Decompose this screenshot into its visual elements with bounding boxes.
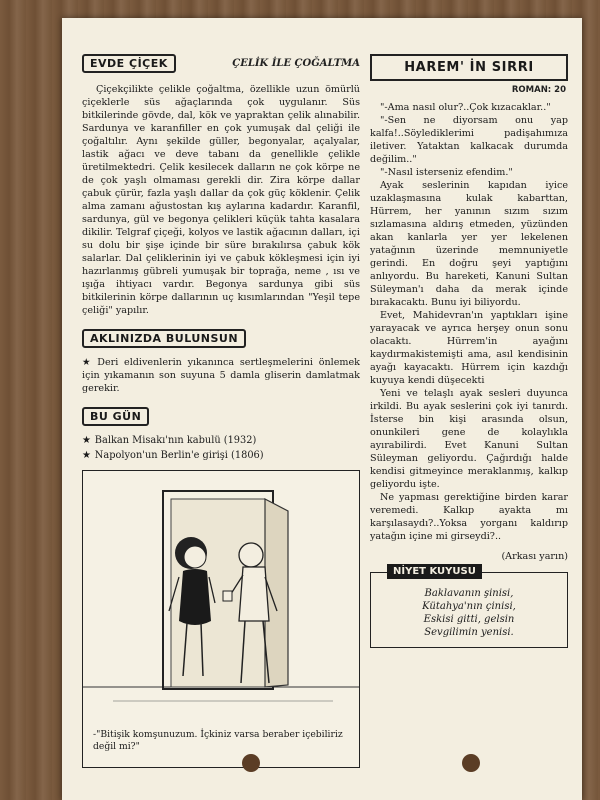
niyet-kuyusu-lines xyxy=(379,587,559,639)
star-icon: ★ xyxy=(82,435,91,446)
evde-cicek-label: EVDE ÇİÇEK xyxy=(82,54,176,73)
niyet-line: Kütahya'nın çinisi, xyxy=(422,601,516,612)
evde-cicek-header xyxy=(82,54,360,73)
niyet-line: Baklavanın şinisi, xyxy=(424,588,514,599)
serial-paragraph: "-Ama nasıl olur?..Çok kızacaklar.." xyxy=(380,102,551,113)
binder-hole xyxy=(462,754,480,772)
evde-cicek-subtitle: ÇELİK İLE ÇOĞALTMA xyxy=(232,58,360,69)
bugun-list xyxy=(82,434,360,462)
serial-paragraph: Yeni ve telaşlı ayak sesleri duyunca irkildi. Bu ayak seslerini çok iyi tanırdı. İsterse bin kişi arasında olsun, onunkileri gene de kolaylıkla ayırabilirdi. Evet Kanuni Sultan Süleyman geliyordu. Çağırdığı halde kendisi gitmeyince meraklanmış, kalkıp geliyordu işte. xyxy=(370,388,568,490)
aklinizda-text-row xyxy=(82,356,360,395)
list-item xyxy=(82,449,360,462)
niyet-kuyusu-label: NİYET KUYUSU xyxy=(387,564,482,579)
star-icon: ★ xyxy=(82,357,94,368)
list-item xyxy=(82,434,360,447)
aklinizda-text: Deri eldivenlerin yıkanınca sertleşmelerini önlemek için yıkamanın son suyuna 5 damla gliserin damlatmak gerekir. xyxy=(82,357,360,394)
continued-note: (Arkası yarın) xyxy=(501,551,568,562)
bugun-item-text: Napolyon'un Berlin'e girişi (1806) xyxy=(94,450,264,461)
cartoon-caption: -"Bitişik komşunuzum. İçkiniz varsa beraber içebiliriz değil mi?" xyxy=(93,729,343,752)
evde-cicek-text: Çiçekçilikte çelikle çoğaltma, özellikle uzun ömürlü çiçeklerle süs ağaçlarında çok uygulanır. Süs bitkilerinde gövde, dal, kök ve yapraktan çelik alınabilir. Sardunya ve karanfiller en çok yumuşak dal çeliği ile çoğaltılır. Aynı şekilde güller, begonyalar, açalyalar, lastik ağacı ve deve tabanı da genellikle çelikle üretilmektedri. Çelik kesilecek dalların ne çok körpe ne de çok yaşlı olmaması gerekli dir. Zira körpe dallar çabuk çürür, fazla yaşlı dallar da çok güç köklenir. Çelik alma zamanı ağustostan kış aylarına kadardır. Karanfil, sardunya, gül ve begonya çelikleri küçük tahta kasalara dikilir. Telgraf çiçeği, kolyos ve lastik ağacının dalları, içi su dolu bir şişe içinde bir süre bırakılırsa çabuk kök salarlar. Dal çeliklerinin iyi ve çabuk kökleşmesi için iyi hazırlanmış gübreli yumuşak bir toprağa, neme , ısı ve ışığa ihtiyacı vardır. Begonya sardunya gibi süs bitkilerinin körpe dallarının uç kısımlarından "Yeşil tepe çeliği" yapılır. xyxy=(82,84,360,316)
serial-paragraph: "-Sen ne diyorsam onu yap kalfa!..Söylediklerimi padişahımıza iletiver. Yataktan kalkacak durumda değilim.." xyxy=(370,115,568,165)
star-icon: ★ xyxy=(82,450,91,461)
bugun-section xyxy=(82,405,360,462)
cartoon-panel xyxy=(82,470,360,768)
serial-paragraph: Ne yapması gerektiğine birden karar veremedi. Kalkıp ayakta mı karşılasaydı?..Yoksa yorganı kaldırıp yatağın içine mi girseydi?.. xyxy=(370,492,568,542)
roman-episode: ROMAN: 20 xyxy=(511,85,566,95)
niyet-line: Eskisi gitti, gelsin xyxy=(423,614,515,625)
aklinizda-label: AKLINIZDA BULUNSUN xyxy=(82,329,246,348)
niyet-kuyusu-box xyxy=(370,566,568,648)
aklinizda-section xyxy=(82,327,360,395)
binder-hole xyxy=(242,754,260,772)
serial-paragraph: "-Nasıl isterseniz efendim." xyxy=(380,167,513,178)
right-column xyxy=(370,54,568,648)
serial-paragraph: Ayak seslerinin kapıdan iyice uzaklaşmasına kulak kabarttan, Hürrem, her yanının sızım sızım sızlamasına aldırış etmeden, yüzünden akan kanlarla yer yer lekelenen yatağının üzerinde memnuniyetle gerindi. En doğru şeyi yaptığını anlıyordu. Bu hareketi, Kanuni Sultan Süleyman'ı daha da merak içinde bırakacaktı. Bunu iyi biliyordu. xyxy=(370,180,568,308)
left-column xyxy=(82,54,360,768)
niyet-line: Sevgilimin yenisi. xyxy=(424,627,514,638)
cartoon-illustration xyxy=(83,471,359,721)
serial-text xyxy=(370,101,568,543)
bugun-item-text: Balkan Misakı'nın kabulü (1932) xyxy=(94,435,257,446)
bugun-label: BU GÜN xyxy=(82,407,149,426)
serial-paragraph: Evet, Mahidevran'ın yaptıkları işine yarayacak ve ayrıca herşey onun sonu olacaktı. Hürrem'in ayağını kaydırmakistemişti ama, asıl kendisinin ayağı kayacaktı. Hürrem için kazdığı kuyuya kendi düşecekti xyxy=(370,310,568,386)
serial-title: HAREM' İN SIRRI xyxy=(370,54,568,81)
newspaper-page xyxy=(62,18,582,800)
